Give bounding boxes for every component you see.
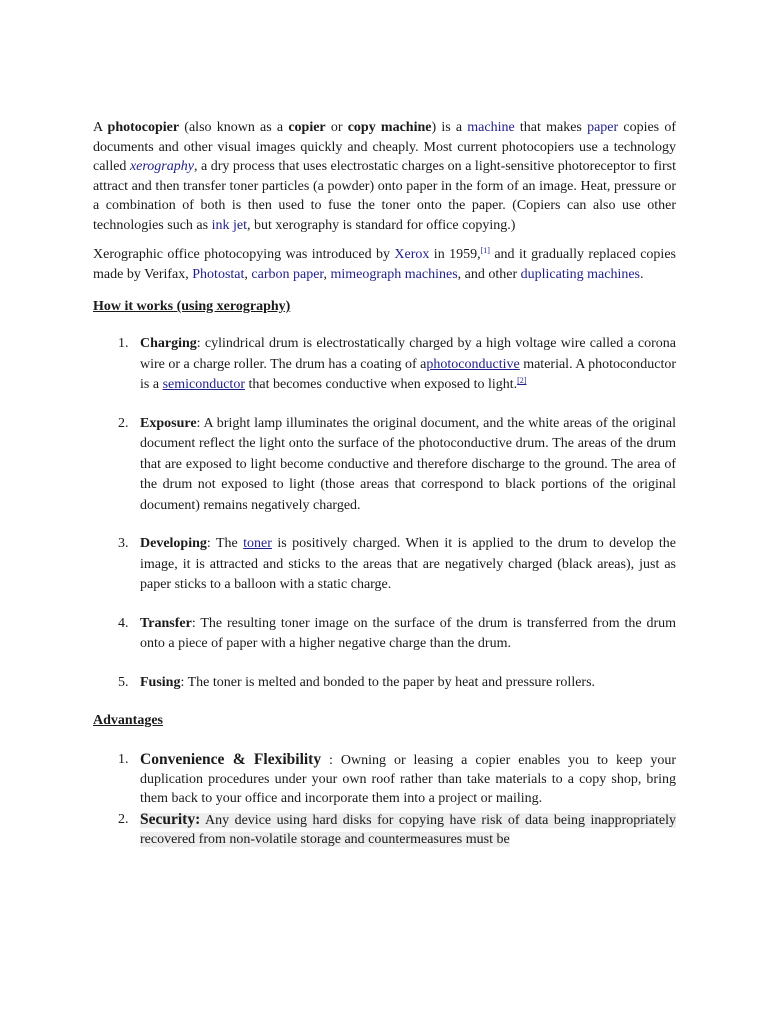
link-mimeograph-machines[interactable]: mimeograph machines: [330, 266, 458, 282]
advantages-heading: Advantages: [93, 713, 164, 728]
how-it-works-heading: How it works (using xerography): [93, 299, 291, 314]
text-run: and it gradually replaced copies made by Verifax,: [93, 247, 676, 282]
step-term: Developing: [140, 536, 207, 551]
step-text: : cylindrical drum is electrostatically charged by a high voltage wire called a corona wire or a charge roller. The drum has a coating of a: [140, 336, 676, 372]
text-run: , and other: [457, 266, 521, 282]
text-run: , but xerography is standard for office copying.): [246, 217, 516, 233]
list-number: 5.: [118, 674, 129, 690]
term-copier: copier: [288, 120, 326, 135]
list-item: [93, 414, 676, 517]
text-run: , a dry process that uses electrostatic charges on a light-sensitive photoreceptor to first attract and then transfer toner particles (a powder) onto paper in the form of an image. Heat, pressure or a combination of both is then used to fuse the toner onto the paper. (Copiers can also use other technologies such as: [93, 159, 676, 233]
link-ink-jet[interactable]: ink jet: [211, 217, 247, 233]
text-run: ,: [244, 266, 252, 282]
step-text: that becomes conductive when exposed to light.: [244, 377, 518, 392]
advantage-term: Convenience & Flexibility: [140, 751, 322, 768]
advantages-list: [93, 750, 676, 849]
text-run: ,: [323, 266, 331, 282]
text-run: in 1959,: [429, 247, 481, 262]
step-text: material. A photoconductor is a: [140, 356, 677, 392]
list-item: [93, 673, 676, 694]
highlighted-text: [140, 813, 676, 847]
text-run: A: [93, 120, 108, 135]
list-number: 1.: [118, 752, 129, 767]
link-xerox[interactable]: Xerox: [394, 247, 430, 262]
history-paragraph: [93, 245, 676, 284]
link-semiconductor[interactable]: semiconductor: [162, 377, 245, 392]
step-text: : A bright lamp illuminates the original document, and the white areas of the original document reflect the light onto the surface of the photoconductive drum. The areas of the drum that are exposed to light become conductive and therefore discharge to the ground. The area of the drum not exposed to light (those areas that correspond to black portions of the original document) remains negatively charged.: [140, 415, 676, 513]
list-number: 3.: [118, 536, 129, 551]
advantage-text: Any device using hard disks for copying have risk of data being inappropriately recovered from non-volatile storage and countermeasures must be: [140, 813, 676, 847]
intro-paragraph: [93, 118, 676, 235]
step-text: : The: [206, 536, 244, 551]
link-photoconductive[interactable]: photoconductive: [426, 356, 520, 372]
link-carbon-paper[interactable]: carbon paper: [251, 266, 324, 282]
text-run: copies of documents and other visual images quickly and cheaply. Most current photocopiers use a technology called: [93, 120, 676, 174]
advantage-term: Security:: [140, 811, 201, 828]
step-text: is positively charged. When it is applied to the drum to develop the image, it is attracted and sticks to the areas that are negatively charged (black areas), just as paper sticks to a balloon with a static charge.: [140, 536, 676, 592]
link-toner[interactable]: toner: [243, 536, 272, 551]
list-item: [93, 534, 676, 596]
step-term: Charging: [140, 336, 197, 351]
text-run: (also known as a: [179, 120, 289, 135]
reference-link-1[interactable]: [1]: [480, 246, 490, 255]
link-paper[interactable]: paper: [587, 120, 619, 135]
step-term: Fusing: [140, 674, 181, 690]
reference-link-2[interactable]: [2]: [517, 376, 527, 385]
link-machine[interactable]: machine: [467, 120, 515, 135]
list-item: [93, 614, 676, 655]
link-photostat[interactable]: Photostat: [192, 266, 245, 282]
advantage-text: : Owning or leasing a copier enables you to keep your duplication procedures under your own roof rather than take materials to a copy shop, bring them back to your office and incorporate them into a project or mailing.: [140, 753, 676, 806]
step-term: Exposure: [140, 415, 197, 431]
process-steps-list: [93, 334, 676, 693]
text-run: Xerographic office photocopying was introduced by: [93, 247, 395, 262]
list-number: 4.: [118, 615, 129, 631]
step-text: : The resulting toner image on the surface of the drum is transferred from the drum onto a piece of paper with a higher negative charge than the drum.: [140, 615, 676, 651]
step-term: Transfer: [140, 615, 192, 631]
link-duplicating-machines[interactable]: duplicating machines: [520, 266, 640, 282]
link-xerography[interactable]: xerography: [129, 159, 194, 174]
list-number: 1.: [118, 336, 129, 351]
text-run: that makes: [514, 120, 588, 135]
term-photocopier: photocopier: [107, 120, 180, 135]
list-number: 2.: [118, 812, 129, 827]
document-body: [93, 118, 676, 851]
text-run: .: [640, 266, 644, 282]
list-item: [93, 334, 676, 396]
list-number: 2.: [118, 415, 129, 431]
list-item: [93, 750, 676, 808]
text-run: ) is a: [431, 120, 468, 135]
text-run: or: [325, 120, 348, 135]
step-text: : The toner is melted and bonded to the paper by heat and pressure rollers.: [180, 674, 596, 690]
term-copy-machine: copy machine: [347, 120, 432, 135]
list-item: [93, 810, 676, 849]
